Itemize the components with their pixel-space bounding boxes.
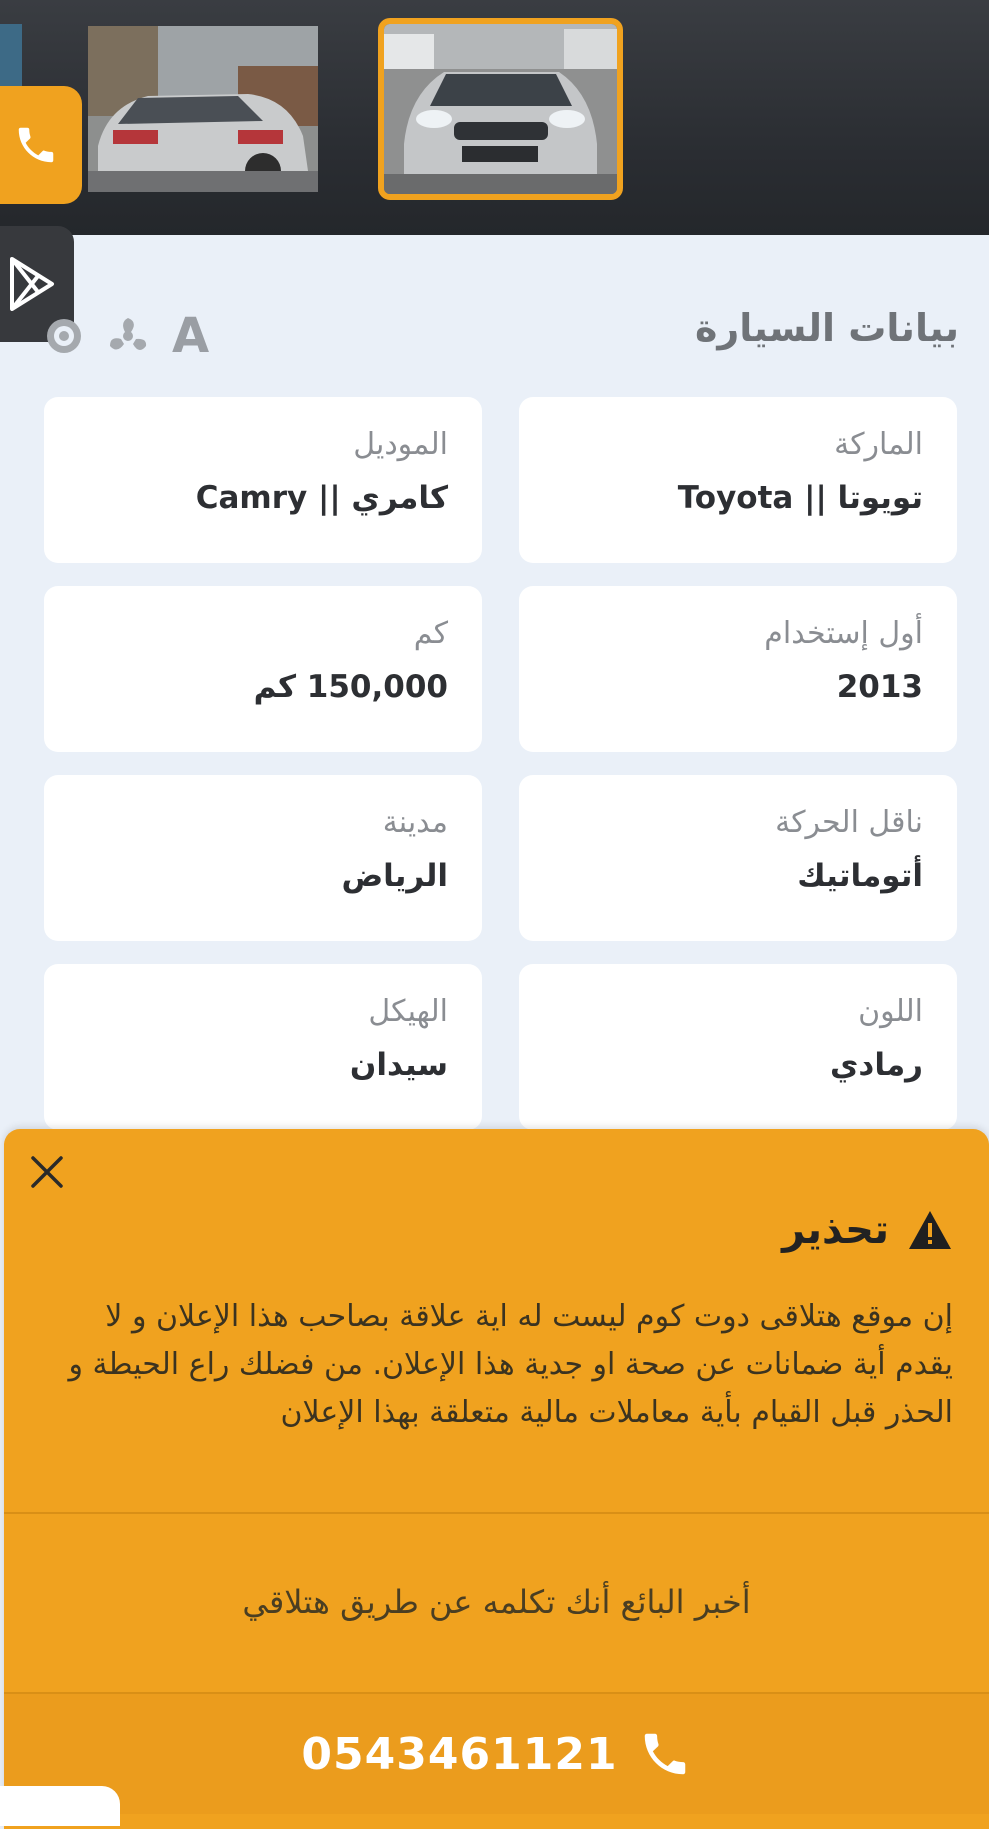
spec-card-transmission (519, 775, 957, 941)
spec-card-body (44, 964, 482, 1130)
spec-label: كم (413, 616, 448, 651)
section-title: بيانات السيارة (694, 306, 959, 350)
spec-value: سيدان (349, 1047, 448, 1083)
spec-card-brand (519, 397, 957, 563)
spec-card-color (519, 964, 957, 1130)
warning-sheet (4, 1129, 989, 1829)
fan-icon (104, 314, 152, 358)
phone-icon (13, 122, 59, 168)
spec-value: رمادي (830, 1047, 923, 1083)
car-rear-photo (88, 26, 318, 192)
spec-value: 2013 (836, 669, 923, 705)
spec-label: أول إستخدام (764, 616, 923, 651)
call-float-button[interactable] (0, 86, 82, 204)
spec-value: أتوماتيك (797, 858, 923, 894)
phone-number: 0543461121 (301, 1728, 618, 1780)
phone-icon (638, 1727, 692, 1781)
spec-card-first-use (519, 586, 957, 752)
google-play-icon (8, 257, 56, 311)
spec-card-city (44, 775, 482, 941)
auto-transmission-icon: A (172, 308, 210, 364)
spec-label: الموديل (353, 427, 448, 462)
warning-header (782, 1207, 953, 1253)
spec-label: الهيكل (368, 994, 448, 1029)
bottom-corner-panel (0, 1786, 120, 1826)
feature-icons (44, 308, 209, 364)
warning-title: تحذير (782, 1207, 889, 1253)
spec-card-mileage (44, 586, 482, 752)
wheel-icon (44, 316, 84, 356)
gallery-thumbnail-partial[interactable] (0, 24, 22, 86)
close-icon (30, 1155, 64, 1189)
warning-icon (907, 1209, 953, 1251)
spec-value: الرياض (341, 858, 448, 894)
tell-seller-text: أخبر البائع أنك تكلمه عن طريق هتلاقي (242, 1583, 751, 1621)
image-gallery[interactable] (0, 0, 989, 235)
gallery-thumbnail-1[interactable] (88, 26, 318, 192)
spec-value: كامري || Camry (195, 480, 448, 516)
spec-value: 150,000 كم (253, 669, 448, 705)
spec-value: تويوتا || Toyota (677, 480, 923, 516)
spec-label: اللون (858, 994, 923, 1029)
car-front-photo (384, 24, 617, 194)
gallery-thumbnail-selected[interactable] (378, 18, 623, 200)
warning-text: إن موقع هتلاقى دوت كوم ليست له اية علاقة بصاحب هذا الإعلان و لا يقدم أية ضمانات عن صحة او جدية هذا الإعلان. من فضلك راع الحيطة و الحذر قبل القيام بأية معاملات مالية متعلقة بهذا الإعلان (68, 1299, 953, 1430)
call-seller-button[interactable] (4, 1694, 989, 1814)
spec-label: ناقل الحركة (775, 805, 923, 840)
close-button[interactable] (24, 1149, 70, 1195)
spec-label: الماركة (834, 427, 923, 462)
spec-card-model (44, 397, 482, 563)
spec-label: مدينة (382, 805, 448, 840)
